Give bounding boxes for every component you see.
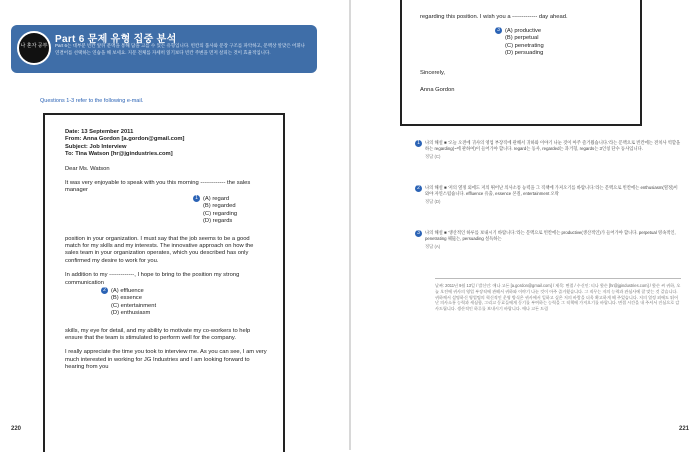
- email-from: From: Anna Gordon [a.gordon@gmail.com]: [65, 136, 185, 143]
- email-letter: [65, 129, 267, 372]
- explanation-3-number: 3: [415, 230, 422, 237]
- banner-title: Part 6 문제 유형 집중 분석: [55, 34, 177, 45]
- banner-description: Part 6는 대부분 빈칸 앞뒤 문맥을 통해 답을 고를 수 있는 유형입니다. 빈칸의 품사와 문장 구조를 파악하고, 문맥상 알맞은 어휘나 연결어를 선택하는 연습을 해 보세요. 지문 전체를 자세히 읽기보다 빈칸 주변을 먼저 살피는 것이 효율적입니다.: [55, 43, 306, 55]
- email-continuation: [420, 8, 624, 100]
- email-closing: Sincerely,: [420, 69, 446, 76]
- email-paragraph-1: It was very enjoyable to speak with you this morning ------------- the sales manager: [65, 180, 251, 194]
- question-3-number: 3: [495, 27, 502, 34]
- email-continuation-box: [400, 0, 642, 126]
- option-2a[interactable]: (A) effluence: [111, 287, 144, 294]
- question-2-options: [101, 287, 267, 318]
- translation-block: 날짜: 2011년 9월 13일 / 발신인: 애나 고든 [a.gordon@gmail.com] / 제목: 면접 / 수신인: 티나 왓슨 [hr@jgindustries.com] / 왓슨 씨 귀하, 오늘 오전에 귀사의 영업 부장직에 관해서 귀하와 이야기 나눈 것이 아주 즐거웠습니다. 그 직무는 저의 능력과 관심사에 잘 맞는 것 같습니다. 귀하께서 설명하신 영업팀의 혁신적인 운영 방식은 귀사에서 일하고 싶은 저의 바람을 더욱 확고하게 해 주었습니다. 저의 열정 외에도 뛰어난 의사소통 능력과 세심함, 그리고 동료들에게 동기를 부여하는 능력을 그 직책에 가져오기를 바랍니다. 면접 시간을 내 주셔서 진심으로 감사드립니다. 생산적인 하루를 보내시기 바랍니다. 애나 고든 드림: [435, 278, 681, 312]
- option-2d[interactable]: (D) enthusiasm: [111, 310, 151, 317]
- explanation-2-number: 2: [415, 185, 422, 192]
- explanation-2-text: 나의 해설 ■ '저의 열정 외에도 저의 뛰어난 의사소통 능력을 그 직책에 가져오기를 바랍니다.'라는 문맥으로 빈칸에는 enthusiasm(열정)이 와야 자연스럽습니다. effluence 유출, essence 본질, entertainment 오락: [425, 185, 678, 196]
- option-3c[interactable]: (C) penetrating: [505, 42, 544, 49]
- explanation-1-number: 1: [415, 140, 422, 147]
- email-salutation: Dear Ms. Watson: [65, 165, 110, 172]
- email-signature: Anna Gordon: [420, 87, 455, 94]
- explanation-3-text: 나의 해설 ■ '생산적인 하루를 보내시기 바랍니다.'라는 문맥으로 빈칸에는 productive(생산적인)가 들어가야 합니다. perpetual 영속적인, penetrating 꿰뚫는, persuading 설득하는: [425, 230, 676, 241]
- explanation-2: [417, 185, 681, 205]
- question-3-options: [495, 27, 624, 58]
- question-1-options: [193, 195, 267, 226]
- email-paragraph-4: skills, my eye for detail, and my ability to motivate my co-workers to help ensure that the team is stimulated to perform well for the company.: [65, 327, 251, 341]
- question-label: Questions 1-3 refer to the following e-mail.: [40, 98, 144, 104]
- explanation-2-answer: 정답 (D): [425, 199, 441, 204]
- option-3d[interactable]: (D) persuading: [505, 50, 544, 57]
- explanation-1-text: 나의 해설 ■ '오늘 오전에 귀사의 영업 부장직에 관해서 귀하와 이야기 나눈 것이 아주 즐거웠습니다.'라는 문맥으로 빈칸에는 전치사 역할을 하는 regarding(~에 관하여)이 들어가야 합니다. regard는 동사, regarded는 과거형, regards는 3인칭 단수 동사입니다.: [425, 140, 681, 151]
- section-banner: [11, 25, 317, 73]
- question-2-number: 2: [101, 287, 108, 294]
- explanation-3: [417, 230, 681, 250]
- question-1-number: 1: [193, 195, 200, 202]
- email-paragraph-5: I really appreciate the time you took to interview me. As you can see, I am very much interested in working for JG Industries and I am looking forward to hearing from you: [65, 349, 267, 371]
- badge-icon: [17, 31, 51, 65]
- right-page: [351, 0, 700, 450]
- left-page: [0, 0, 349, 450]
- option-1a[interactable]: (A) regard: [203, 195, 230, 202]
- explanation-3-answer: 정답 (A): [425, 244, 441, 249]
- option-3b[interactable]: (B) perpetual: [505, 35, 539, 42]
- option-2c[interactable]: (C) entertainment: [111, 302, 157, 309]
- explanation-1-answer: 정답 (C): [425, 154, 441, 159]
- option-1d[interactable]: (D) regards: [203, 218, 233, 225]
- email-subject: Subject: Job Interview: [65, 143, 127, 150]
- email-to: To: Tina Watson [hr@jgindustries.com]: [65, 151, 173, 158]
- email-paragraph-3: In addition to my -------------, I hope to bring to the position my strong communication: [65, 272, 240, 286]
- email-date: Date: 13 September 2011: [65, 129, 134, 135]
- option-1b[interactable]: (B) regarded: [203, 203, 236, 210]
- page-number-left: 220: [11, 426, 22, 432]
- continuation-paragraph: regarding this position. I wish you a ------------- day ahead.: [420, 13, 568, 20]
- option-3a[interactable]: (A) productive: [505, 28, 542, 35]
- option-2b[interactable]: (B) essence: [111, 295, 142, 302]
- page-number-right: 221: [678, 426, 689, 432]
- explanation-1: [417, 140, 681, 160]
- badge-label: 나 혼자 공부: [20, 43, 48, 49]
- option-1c[interactable]: (C) regarding: [203, 210, 238, 217]
- email-paragraph-2: position in your organization. I must say that the job seems to be a good match for my skills and my interests. The innovative approach on how the sales team in your organization operates, which you described has only confirmed my desire to work for you.: [65, 235, 254, 264]
- email-letter-box: [43, 113, 285, 452]
